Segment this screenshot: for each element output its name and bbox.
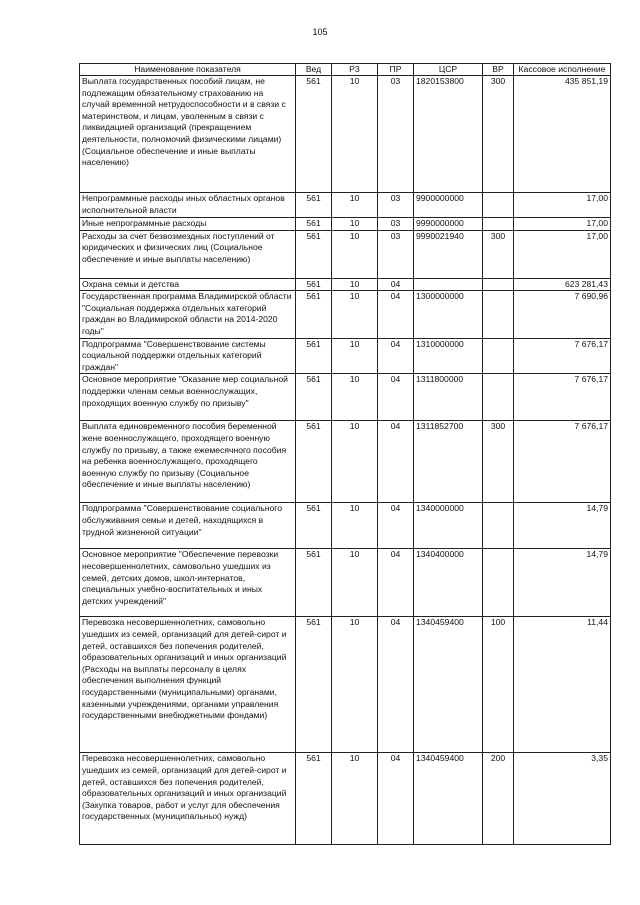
table-row (80, 338, 611, 374)
cell-rz: 10 (332, 617, 378, 753)
cell-vr: 300 (483, 230, 514, 278)
cell-ved: 561 (296, 76, 332, 193)
cell-name: Государственная программа Владимирской области "Социальная поддержка отдельных категорий граждан во Владимирской области на 2014-2020 годы" (80, 291, 296, 338)
cell-ved: 561 (296, 549, 332, 617)
cell-pr: 04 (378, 617, 414, 753)
cell-csr: 1300000000 (414, 291, 483, 338)
cell-csr: 9990021940 (414, 230, 483, 278)
cell-pr: 03 (378, 218, 414, 231)
cell-vr (483, 291, 514, 338)
table-row (80, 549, 611, 617)
cell-rz: 10 (332, 218, 378, 231)
table-row (80, 617, 611, 753)
cell-vr: 200 (483, 753, 514, 845)
header-csr: ЦСР (414, 64, 483, 76)
table-row (80, 76, 611, 193)
cell-csr: 1820153800 (414, 76, 483, 193)
cell-pr: 04 (378, 421, 414, 503)
cell-amount: 17,00 (514, 218, 611, 231)
cell-rz: 10 (332, 278, 378, 291)
cell-amount: 7 690,96 (514, 291, 611, 338)
cell-name: Перевозка несовершеннолетних, самовольно ушедших из семей, организаций для детей-сирот и детей, оставшихся без попечения родителей, образовательных организаций и иных организаций (Закупка товаров, работ и услуг для обеспечения государственных (муниципальных) нужд) (80, 753, 296, 845)
cell-vr (483, 218, 514, 231)
cell-ved: 561 (296, 338, 332, 374)
cell-amount: 17,00 (514, 193, 611, 218)
table-row (80, 753, 611, 845)
cell-rz: 10 (332, 374, 378, 421)
cell-amount: 11,44 (514, 617, 611, 753)
cell-rz: 10 (332, 230, 378, 278)
cell-name: Основное мероприятие "Оказание мер социальной поддержки членам семьи военнослужащих, проходящих военную службу по призыву" (80, 374, 296, 421)
cell-pr: 04 (378, 503, 414, 549)
cell-rz: 10 (332, 503, 378, 549)
cell-ved: 561 (296, 278, 332, 291)
cell-pr: 04 (378, 278, 414, 291)
cell-vr (483, 374, 514, 421)
cell-pr: 04 (378, 374, 414, 421)
table-row (80, 278, 611, 291)
cell-pr: 04 (378, 338, 414, 374)
cell-vr: 100 (483, 617, 514, 753)
cell-ved: 561 (296, 421, 332, 503)
cell-amount: 7 676,17 (514, 374, 611, 421)
cell-csr: 1340459400 (414, 753, 483, 845)
cell-pr: 03 (378, 193, 414, 218)
header-amount: Кассовое исполнение (514, 64, 611, 76)
header-ved: Вед (296, 64, 332, 76)
cell-name: Выплата единовременного пособия беременной жене военнослужащего, проходящего военную службу по призыву, а также ежемесячного пособия на ребенка военнослужащего, проходящего военную службу по призыву (Социальное обеспечение и иные выплаты населению) (80, 421, 296, 503)
cell-name: Непрограммные расходы иных областных органов исполнительной власти (80, 193, 296, 218)
cell-csr: 1340000000 (414, 503, 483, 549)
page-number: 105 (312, 27, 328, 37)
cell-vr (483, 278, 514, 291)
cell-rz: 10 (332, 549, 378, 617)
cell-rz: 10 (332, 193, 378, 218)
cell-name: Перевозка несовершеннолетних, самовольно ушедших из семей, организаций для детей-сирот и детей, оставшихся без попечения родителей, образовательных организаций и иных организаций (Расходы на выплаты персоналу в целях обеспечения выполнения функций государственными (муниципальными) органами, казенными учреждениями, органами управления государственными внебюджетными фондами) (80, 617, 296, 753)
cell-csr: 9990000000 (414, 218, 483, 231)
cell-ved: 561 (296, 230, 332, 278)
cell-vr (483, 193, 514, 218)
header-name: Наименование показателя (80, 64, 296, 76)
table-row (80, 230, 611, 278)
table-row (80, 193, 611, 218)
cell-vr (483, 338, 514, 374)
cell-csr (414, 278, 483, 291)
header-rz: РЗ (332, 64, 378, 76)
table-row (80, 374, 611, 421)
cell-pr: 04 (378, 753, 414, 845)
cell-csr: 1310000000 (414, 338, 483, 374)
cell-pr: 04 (378, 549, 414, 617)
cell-name: Иные непрограммные расходы (80, 218, 296, 231)
cell-ved: 561 (296, 617, 332, 753)
cell-rz: 10 (332, 291, 378, 338)
cell-rz: 10 (332, 421, 378, 503)
table-row (80, 218, 611, 231)
cell-csr: 1311800000 (414, 374, 483, 421)
cell-pr: 03 (378, 230, 414, 278)
cell-ved: 561 (296, 374, 332, 421)
cell-name: Расходы за счет безвозмездных поступлений от юридических и физических лиц (Социальное обеспечение и иные выплаты населению) (80, 230, 296, 278)
cell-ved: 561 (296, 291, 332, 338)
table-row (80, 421, 611, 503)
cell-pr: 04 (378, 291, 414, 338)
cell-vr (483, 503, 514, 549)
cell-amount: 435 851,19 (514, 76, 611, 193)
cell-rz: 10 (332, 76, 378, 193)
cell-amount: 7 676,17 (514, 338, 611, 374)
cell-amount: 3,35 (514, 753, 611, 845)
cell-ved: 561 (296, 753, 332, 845)
table-row (80, 503, 611, 549)
cell-vr (483, 549, 514, 617)
header-row (80, 64, 611, 76)
cell-name: Выплата государственных пособий лицам, не подлежащим обязательному страхованию на случай временной нетрудоспособности и в связи с материнством, и лицам, уволенным в связи с ликвидацией организаций (прекращением деятельности, полномочий физическими лицами) (Социальное обеспечение и иные выплаты населению) (80, 76, 296, 193)
cell-name: Основное мероприятие "Обеспечение перевозки несовершеннолетних, самовольно ушедших из семей, детских домов, школ-интернатов, специальных учебно-воспитательных и иных детских учреждений" (80, 549, 296, 617)
budget-execution-table (79, 63, 611, 845)
cell-amount: 14,79 (514, 549, 611, 617)
cell-pr: 03 (378, 76, 414, 193)
cell-rz: 10 (332, 753, 378, 845)
cell-ved: 561 (296, 218, 332, 231)
cell-csr: 1340400000 (414, 549, 483, 617)
cell-ved: 561 (296, 193, 332, 218)
cell-vr: 300 (483, 421, 514, 503)
cell-rz: 10 (332, 338, 378, 374)
cell-amount: 623 281,43 (514, 278, 611, 291)
table-row (80, 291, 611, 338)
header-pr: ПР (378, 64, 414, 76)
cell-amount: 7 676,17 (514, 421, 611, 503)
cell-ved: 561 (296, 503, 332, 549)
cell-csr: 1340459400 (414, 617, 483, 753)
cell-vr: 300 (483, 76, 514, 193)
header-vr: ВР (483, 64, 514, 76)
cell-csr: 9900000000 (414, 193, 483, 218)
cell-amount: 14,79 (514, 503, 611, 549)
cell-csr: 1311852700 (414, 421, 483, 503)
cell-name: Охрана семьи и детства (80, 278, 296, 291)
cell-amount: 17,00 (514, 230, 611, 278)
cell-name: Подпрограмма "Совершенствование системы социальной поддержки отдельных категорий граждан" (80, 338, 296, 374)
cell-name: Подпрограмма "Совершенствование социального обслуживания семьи и детей, находящихся в трудной жизненной ситуации" (80, 503, 296, 549)
